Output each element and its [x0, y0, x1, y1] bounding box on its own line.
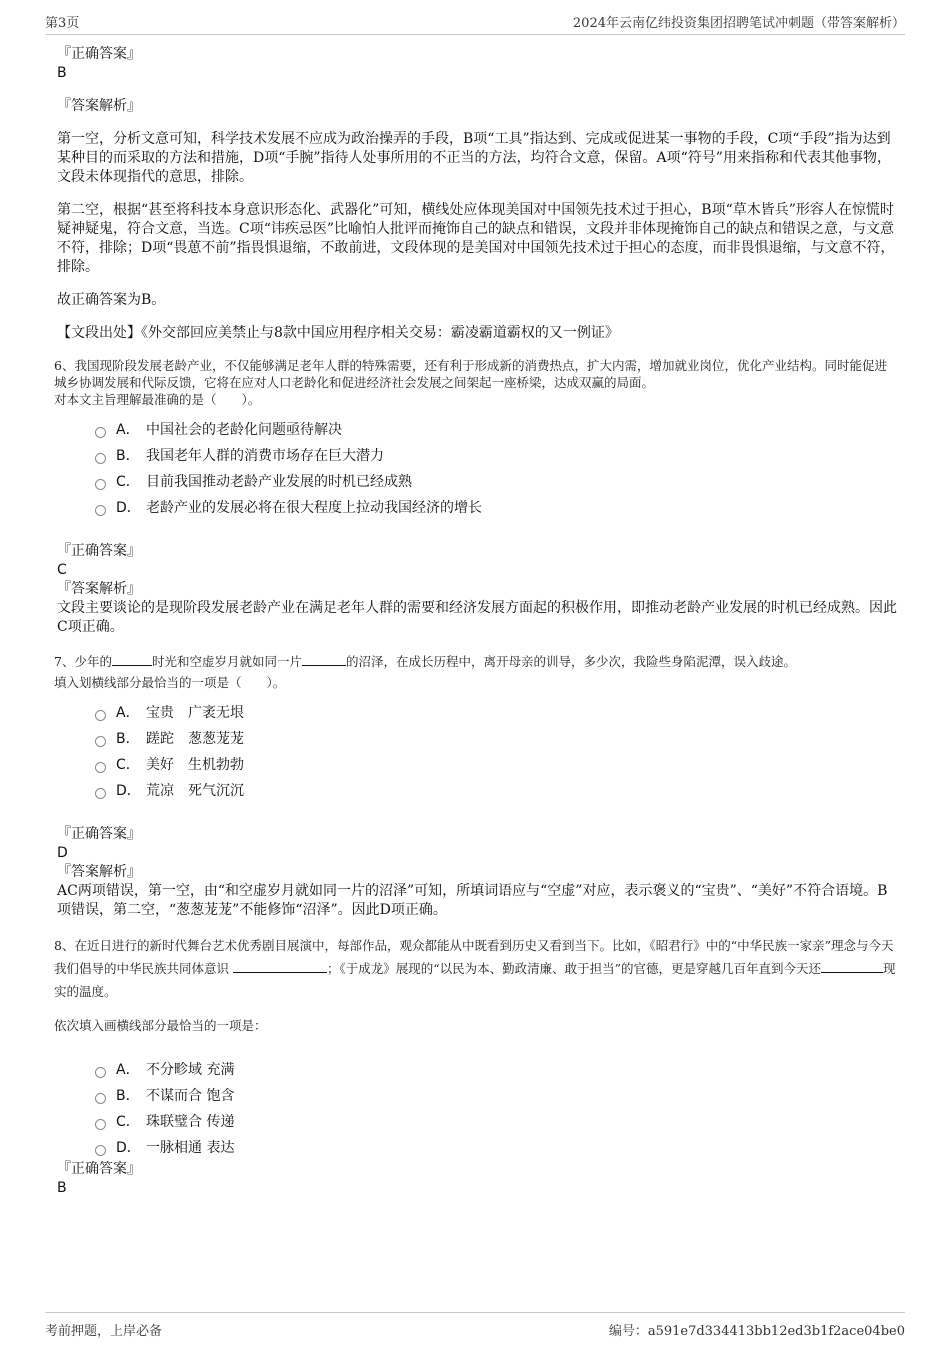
q8-option-c[interactable]: C． 珠联璧合 传递	[95, 1108, 897, 1134]
q6-option-d[interactable]: D． 老龄产业的发展必将在很大程度上拉动我国经济的增长	[95, 494, 897, 520]
document-title: 2024年云南亿纬投资集团招聘笔试冲刺题（带答案解析）	[572, 16, 905, 31]
radio-button[interactable]	[95, 736, 106, 747]
q5-analysis-p1: 第一空，分析文意可知，科学技术发展不应成为政治操弄的手段，B项“工具”指达到、完成或促进某一事物的手段，C项“手段”指为达到某种目的而采取的方法和措施，D项“手腕”指待人处事所用的不正当的方法，均符合文意，保留。A项“符号”用来指称和代表其他事物，文段未体现指代的意思，排除。	[57, 131, 891, 185]
q5-conclusion: 故正确答案为B。	[57, 292, 166, 308]
radio-button[interactable]	[95, 1145, 106, 1156]
q7-prompt: 填入划横线部分最恰当的一项是（ ）。	[54, 675, 286, 690]
q7-options	[57, 699, 897, 803]
q6-analysis: 文段主要谈论的是现阶段发展老龄产业在满足老年人群的需要和经济发展方面起的积极作用，即推动老龄产业发展的时机已经成熟。因此C项正确。	[57, 600, 897, 635]
q5-analysis-p2: 第二空，根据“甚至将科技本身意识形态化、武器化”可知，横线处应体现美国对中国领先技术过于担心，B项“草木皆兵”形容人在惊慌时疑神疑鬼，符合文意，当选。C项“讳疾忌医”比喻怕人批评而掩饰自己的缺点和错误，文段并非体现掩饰自己的缺点和错误之意，与文意不符，排除；D项“畏葸不前”指畏惧退缩，不敢前进，文段体现的是美国对中国领先技术过于担心的态度，而非畏惧退缩，与文意不符，排除。	[57, 202, 895, 275]
radio-button[interactable]	[95, 788, 106, 799]
q8-answer: B	[57, 1180, 67, 1196]
q7-stem: 7、少年的 时光和空虚岁月就如同一片 的沼泽，在成长历程中，离开母亲的训导，多少次，我险些身陷泥潭，误入歧途。	[54, 651, 897, 670]
page-header	[45, 12, 905, 35]
q7-option-d[interactable]: D． 荒凉 死气沉沉	[95, 777, 897, 803]
q6-options	[57, 416, 897, 520]
fill-blank	[233, 958, 327, 973]
radio-button[interactable]	[95, 453, 106, 464]
correct-answer-label: 『正确答案』	[57, 1161, 141, 1177]
analysis-label: 『答案解析』	[57, 864, 141, 880]
correct-answer-label: 『正确答案』	[57, 543, 141, 559]
q8-option-b[interactable]: B． 不谋而合 饱含	[95, 1082, 897, 1108]
q8-options	[57, 1056, 897, 1160]
page-number: 第3页	[45, 16, 80, 31]
q7-analysis: AC两项错误，第一空，由“和空虚岁月就如同一片的沼泽”可知，所填词语应与“空虚”对应，表示褒义的“宝贵”、“美好”不符合语境。B项错误，第二空，“葱葱茏茏”不能修饰“沼泽”。因此D项正确。	[57, 883, 888, 918]
page-content	[54, 45, 897, 1198]
correct-answer-label: 『正确答案』	[57, 826, 141, 842]
q6-option-c[interactable]: C． 目前我国推动老龄产业发展的时机已经成熟	[95, 468, 897, 494]
q5-source: 【文段出处】《外交部回应美禁止与8款中国应用程序相关交易：霸凌霸道霸权的又一例证》	[57, 325, 619, 341]
q7-option-a[interactable]: A． 宝贵 广袤无垠	[95, 699, 897, 725]
radio-button[interactable]	[95, 505, 106, 516]
fill-blank	[112, 651, 152, 666]
page-footer	[45, 1312, 905, 1339]
radio-button[interactable]	[95, 1093, 106, 1104]
q7-option-b[interactable]: B． 蹉跎 葱葱茏茏	[95, 725, 897, 751]
analysis-label: 『答案解析』	[57, 98, 141, 114]
q6-prompt: 对本文主旨理解最准确的是（ ）。	[54, 392, 261, 407]
radio-button[interactable]	[95, 1067, 106, 1078]
q8-prompt: 依次填入画横线部分最恰当的一项是：	[54, 1018, 267, 1033]
fill-blank	[302, 651, 346, 666]
analysis-label: 『答案解析』	[57, 581, 141, 597]
radio-button[interactable]	[95, 710, 106, 721]
q8-stem: 8、在近日进行的新时代舞台艺术优秀剧目展演中，每部作品，观众都能从中既看到历史又看到当下。比如，《昭君行》中的“中华民族一家亲”理念与今天我们倡导的中华民族共同体意识 ；《于成龙》展现的“以民为本、勤政清廉、敢于担当”的官德，更是穿越几百年直到今天还 现实的温度。	[54, 938, 896, 999]
q8-option-a[interactable]: A． 不分畛域 充满	[95, 1056, 897, 1082]
footer-slogan: 考前押题，上岸必备	[45, 1324, 163, 1339]
fill-blank	[821, 958, 883, 973]
radio-button[interactable]	[95, 427, 106, 438]
radio-button[interactable]	[95, 762, 106, 773]
q6-option-b[interactable]: B． 我国老年人群的消费市场存在巨大潜力	[95, 442, 897, 468]
q7-option-c[interactable]: C． 美好 生机勃勃	[95, 751, 897, 777]
radio-button[interactable]	[95, 1119, 106, 1130]
correct-answer-label: 『正确答案』	[57, 46, 141, 62]
document-serial-number: 编号：a591e7d334413bb12ed3b1f2ace04be0	[608, 1324, 905, 1339]
q6-stem: 6、我国现阶段发展老龄产业，不仅能够满足老年人群的特殊需要，还有利于形成新的消费热点，扩大内需，增加就业岗位，优化产业结构。同时能促进城乡协调发展和代际反馈，它将在应对人口老龄化和促进经济社会发展之间架起一座桥梁，达成双赢的局面。	[54, 358, 887, 390]
q8-option-d[interactable]: D． 一脉相通 表达	[95, 1134, 897, 1160]
q6-option-a[interactable]: A． 中国社会的老龄化问题亟待解决	[95, 416, 897, 442]
q6-answer: C	[57, 562, 67, 578]
radio-button[interactable]	[95, 479, 106, 490]
q5-answer: B	[57, 65, 67, 81]
q7-answer: D	[57, 845, 68, 861]
